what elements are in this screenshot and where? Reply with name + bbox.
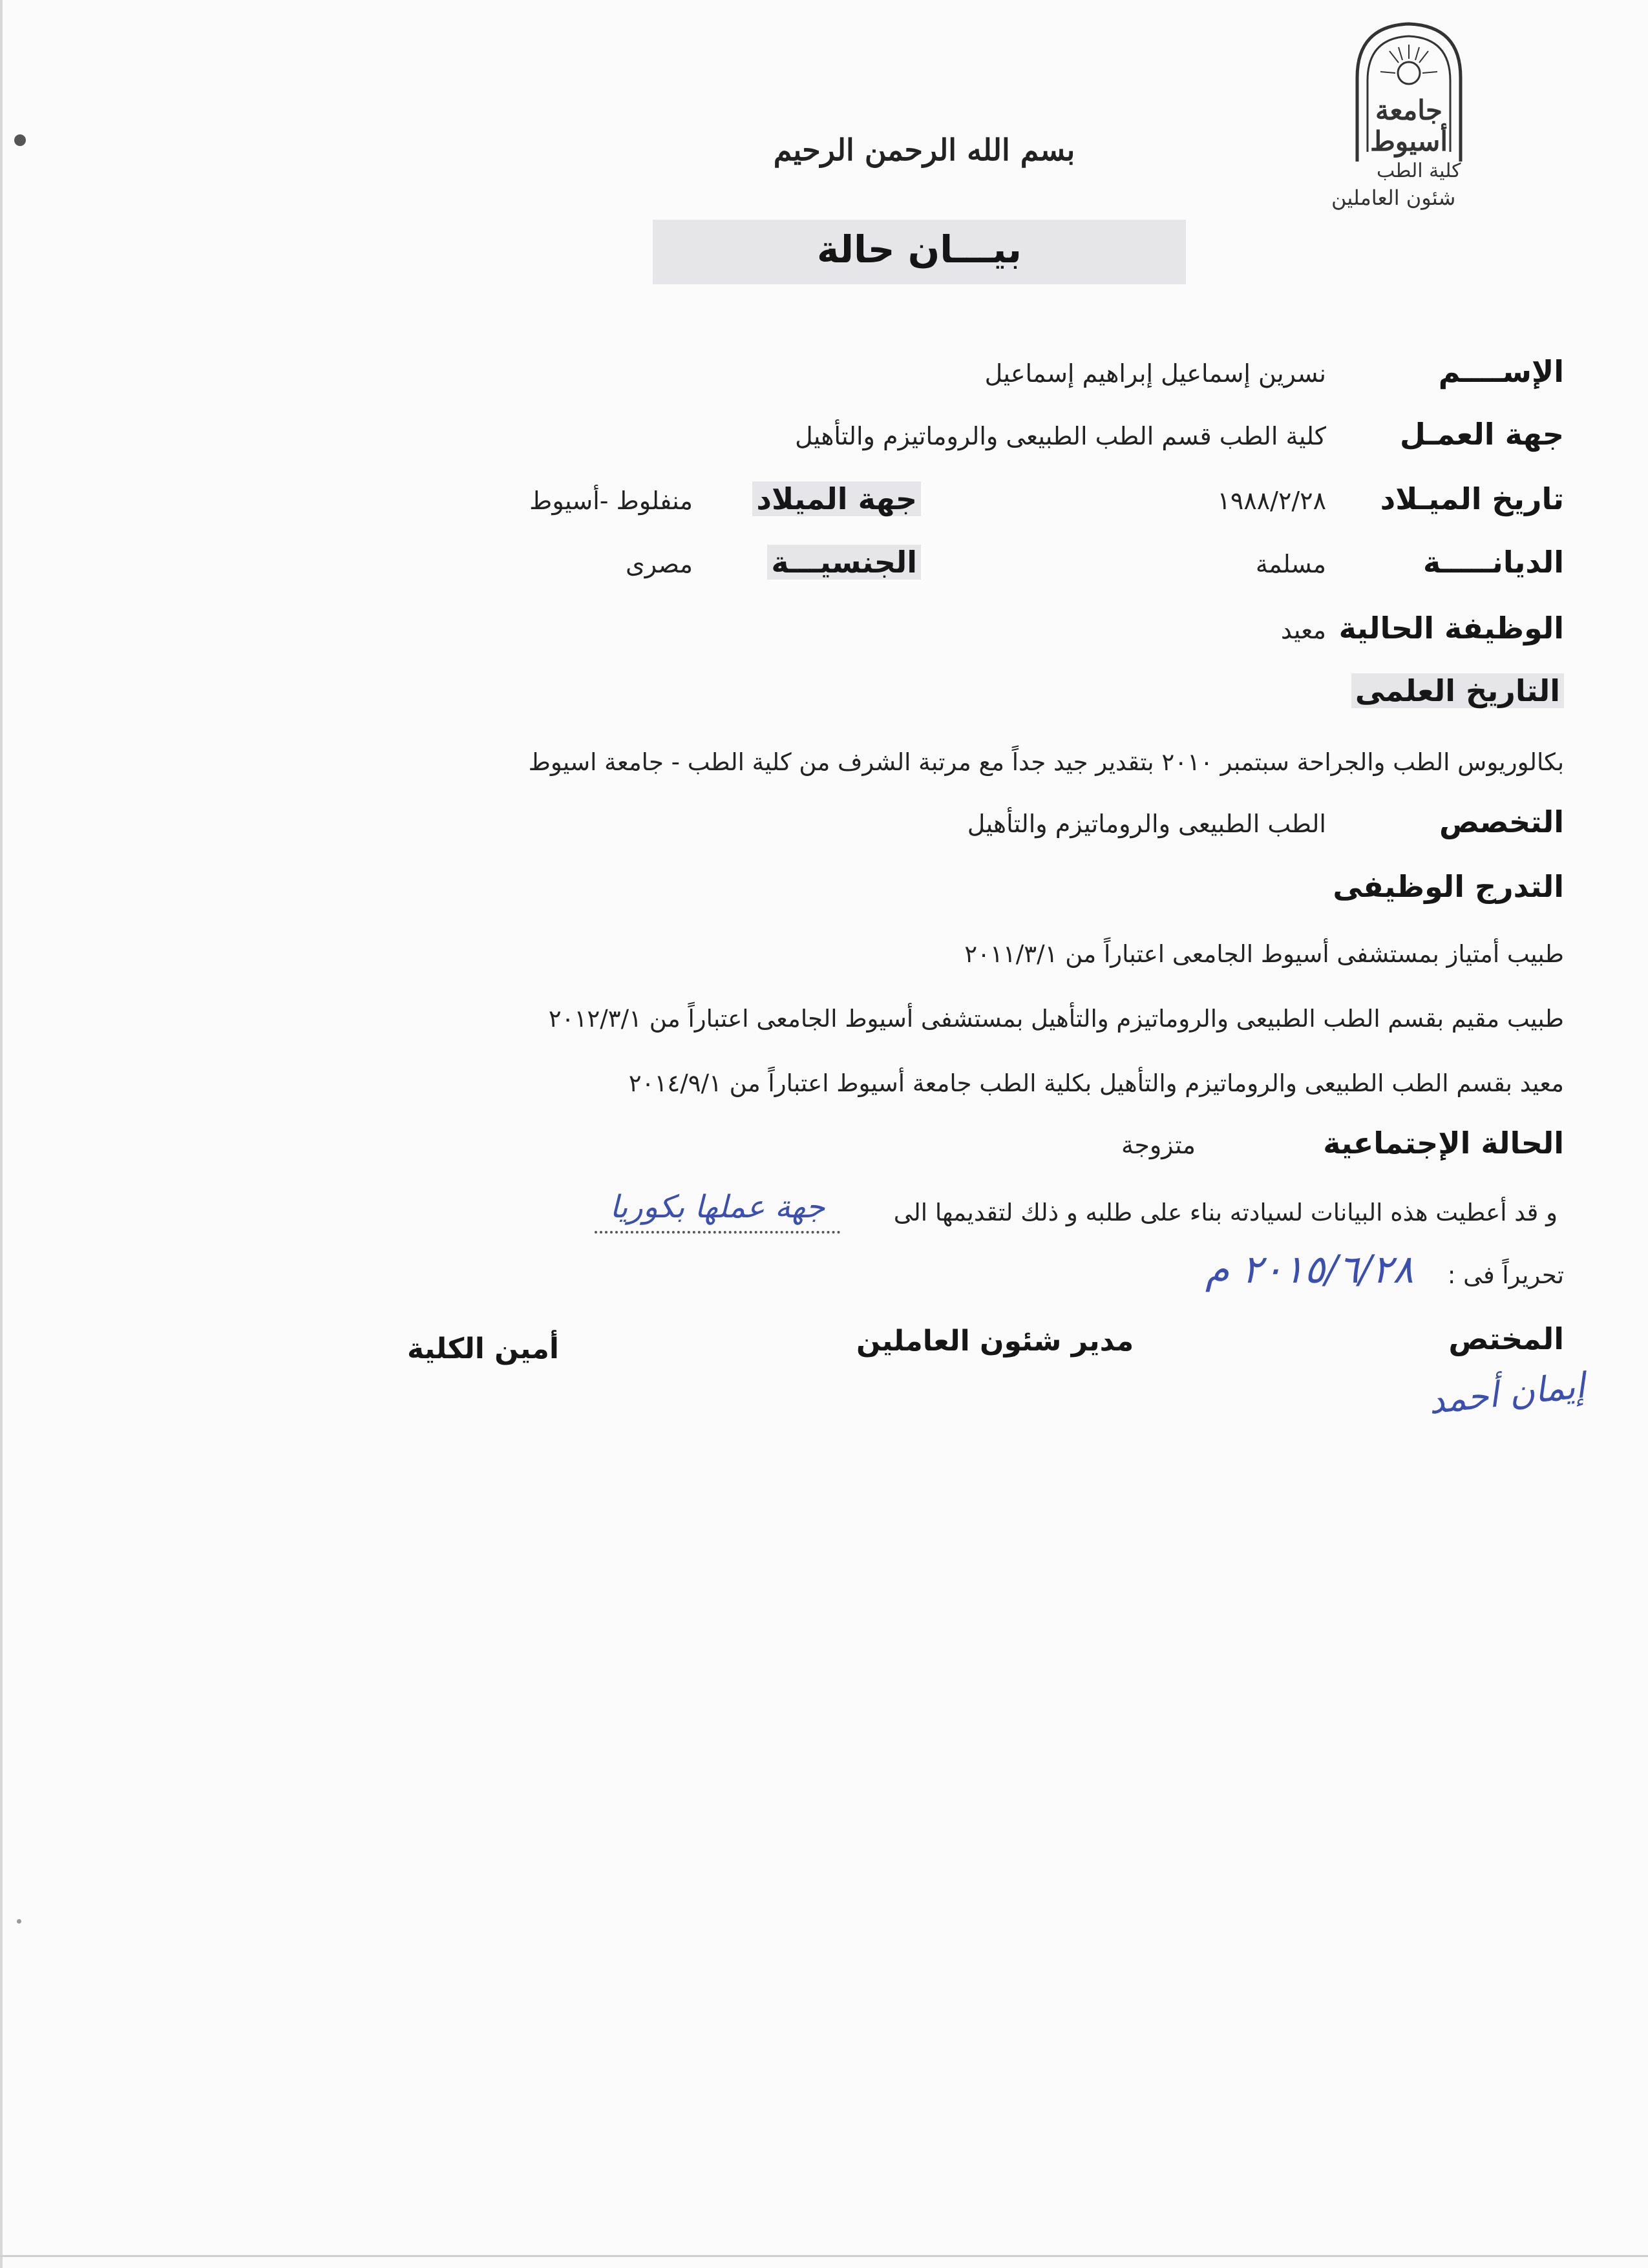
scan-speck (14, 134, 26, 146)
emblem-text-assiut: أسيوط (1369, 125, 1448, 157)
logo-department: شئون العاملين (1331, 185, 1456, 210)
marital-status-value: متزوجة (1121, 1131, 1196, 1159)
workplace-label: جهة العمـل (1399, 417, 1564, 452)
religion-value: مسلمة (1255, 550, 1326, 578)
dated-label: تحريراً فى : (1447, 1261, 1564, 1289)
academic-heading: التاريخ العلمى (1351, 673, 1564, 708)
scan-speck (17, 1919, 21, 1924)
current-job-value: معيد (1280, 616, 1326, 644)
specialty-label: التخصص (1439, 804, 1564, 839)
name-label: الإســــم (1438, 354, 1564, 389)
nationality-value: مصرى (625, 550, 693, 578)
logo-faculty: كلية الطب (1377, 160, 1461, 182)
marital-status-label: الحالة الإجتماعية (1323, 1126, 1564, 1160)
hr-manager-signature-label: مدير شئون العاملين (856, 1325, 1134, 1358)
statement-text: و قد أعطيت هذه البيانات لسيادته بناء على طلبه و ذلك لتقديمها الى (893, 1199, 1558, 1226)
career-item-1: طبيب أمتياز بمستشفى أسيوط الجامعى اعتباراً من ٢٠١١/٣/١ (964, 940, 1564, 968)
handwritten-signature: إيمان أحمد (1426, 1365, 1587, 1422)
handwritten-recipient: جهة عملها بكوريا (609, 1189, 825, 1225)
birth-place-value: منفلوط -أسيوط (529, 487, 693, 515)
university-logo (1331, 16, 1474, 223)
career-heading: التدرج الوظيفى (1333, 869, 1564, 904)
religion-label: الديانـــــة (1423, 545, 1564, 580)
basmala: بسم الله الرحمن الرحيم (773, 132, 1075, 167)
scan-edge-bottom (0, 2255, 1648, 2257)
scan-edge-left (0, 0, 3, 2268)
academic-text: بكالوريوس الطب والجراحة سبتمبر ٢٠١٠ بتقدير جيد جداً مع مرتبة الشرف من كلية الطب - جامعة اسيوط (528, 748, 1564, 776)
university-emblem-icon (1344, 16, 1474, 165)
current-job-label: الوظيفة الحالية (1338, 611, 1564, 646)
name-value: نسرين إسماعيل إبراهيم إسماعيل (984, 359, 1326, 388)
birth-date-label: تاريخ الميـلاد (1380, 481, 1564, 516)
workplace-value: كلية الطب قسم الطب الطبيعى والروماتيزم والتأهيل (795, 422, 1326, 450)
specialist-signature-label: المختص (1448, 1321, 1564, 1356)
page-title: بيـــان حالة (817, 227, 1022, 271)
emblem-text-jamia: جامعة (1375, 94, 1443, 126)
college-secretary-signature-label: أمين الكلية (407, 1332, 559, 1365)
nationality-label: الجنسيـــة (767, 545, 921, 580)
statement-dotted-line (595, 1231, 840, 1234)
career-item-3: معيد بقسم الطب الطبيعى والروماتيزم والتأهيل بكلية الطب جامعة أسيوط اعتباراً من ٢٠١٤/٩/١ (628, 1069, 1564, 1097)
handwritten-date: ٢٠١٥/٦/٢٨ م (1205, 1247, 1414, 1292)
birth-place-label: جهة الميلاد (752, 481, 921, 516)
specialty-value: الطب الطبيعى والروماتيزم والتأهيل (967, 810, 1326, 838)
birth-date-value: ١٩٨٨/٢/٢٨ (1217, 487, 1326, 515)
career-item-2: طبيب مقيم بقسم الطب الطبيعى والروماتيزم والتأهيل بمستشفى أسيوط الجامعى اعتباراً من ٢٠١٢/٣/١ (548, 1005, 1564, 1033)
